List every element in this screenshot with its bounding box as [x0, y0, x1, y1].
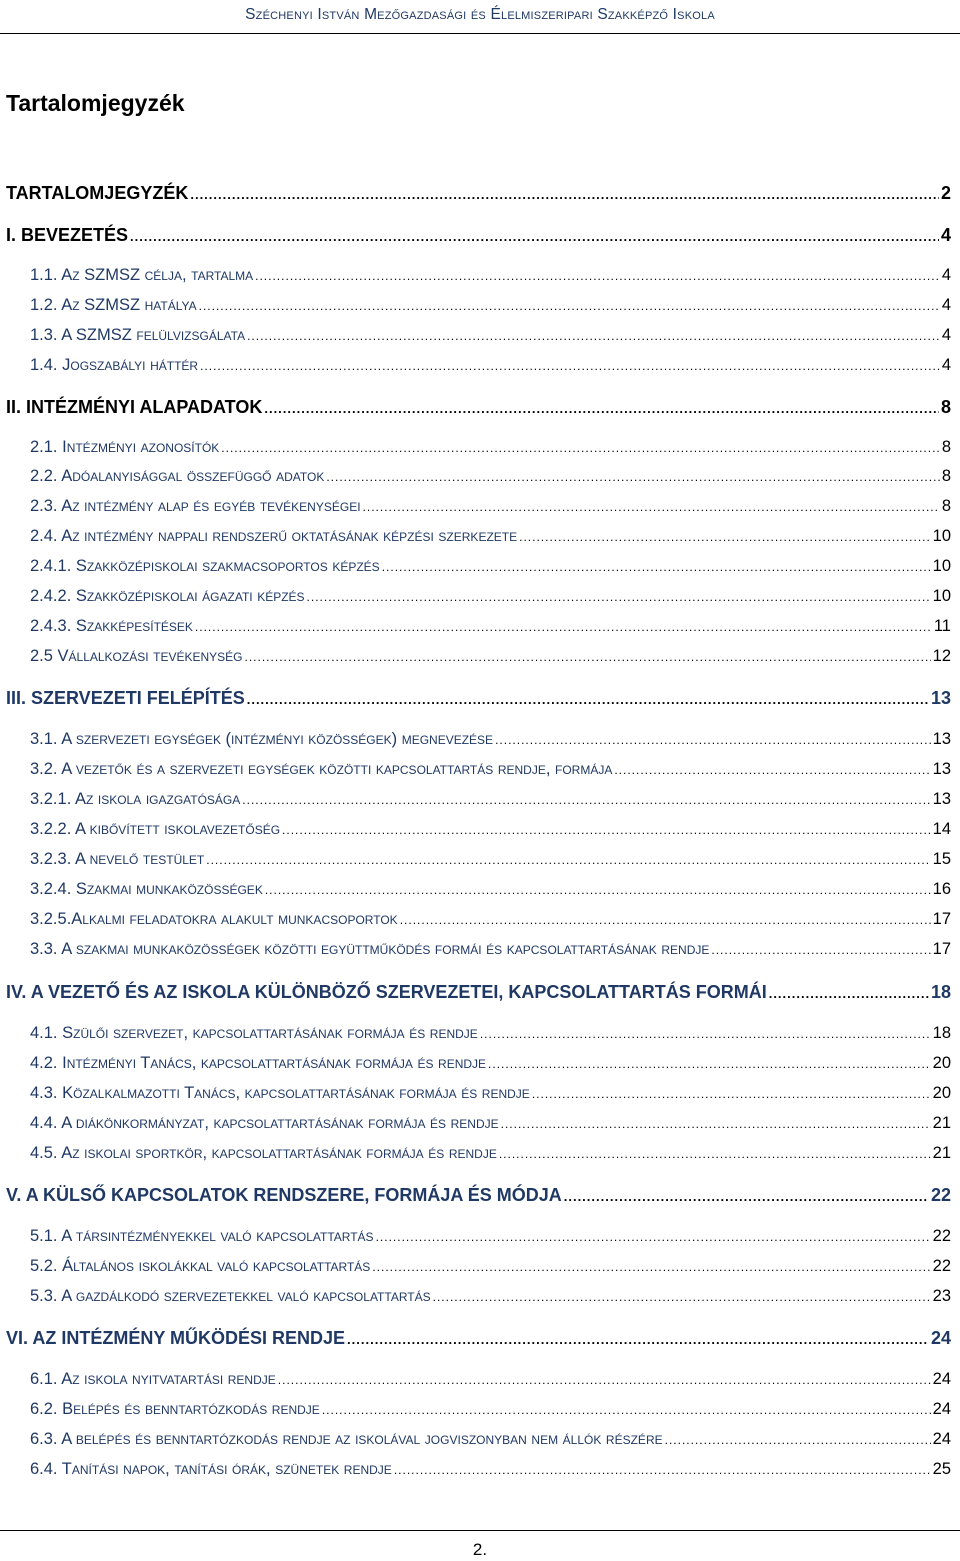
toc-dot-leader: [347, 1332, 929, 1347]
toc-entry[interactable]: [30, 880, 951, 899]
toc-entry[interactable]: [6, 183, 951, 204]
toc-entry-label: 4.2. Intézményi Tanács, kapcsolattartásának formája és rendje: [30, 1054, 487, 1072]
toc-entry-page: 22: [932, 1227, 951, 1245]
toc-dot-leader: [255, 269, 940, 283]
toc-entry[interactable]: [30, 587, 951, 606]
toc-entry-label: 2.4.3. Szakképesítések: [30, 617, 193, 635]
toc-dot-leader: [564, 1189, 929, 1204]
toc-entry-label: TARTALOMJEGYZÉK: [6, 183, 189, 203]
toc-entry-page: 16: [932, 880, 951, 898]
toc-entry-label: 5.1. A társintézményekkel való kapcsolattartás: [30, 1227, 374, 1245]
toc-dot-leader: [264, 401, 939, 416]
toc-entry-label: 6.2. Belépés és benntartózkodás rendje: [30, 1400, 320, 1418]
page-header: [0, 0, 960, 34]
toc-entry-label: 3.2.4. Szakmai munkaközösségek: [30, 880, 263, 898]
toc-entry[interactable]: [30, 760, 951, 779]
toc-entry-label: 6.3. A belépés és benntartózkodás rendje az iskolával jogviszonyban nem állók részére: [30, 1430, 663, 1448]
toc-entry-label: V. A KÜLSŐ KAPCSOLATOK RENDSZERE, FORMÁJA ÉS MÓDJA: [6, 1185, 562, 1205]
toc-entry-label: 4.1. Szülői szervezet, kapcsolattartásának formája és rendje: [30, 1024, 478, 1042]
toc-entry[interactable]: [30, 557, 951, 576]
toc-entry-label: 4.3. Közalkalmazotti Tanács, kapcsolattartásának formája és rendje: [30, 1084, 530, 1102]
toc-dot-leader: [372, 1260, 930, 1274]
toc-entry-label: VI. AZ INTÉZMÉNY MŰKÖDÉSI RENDJE: [6, 1328, 346, 1348]
toc-entry[interactable]: [30, 1084, 951, 1103]
toc-entry-page: 18: [930, 982, 951, 1002]
toc-entry-label: 3.2.1. Az iskola igazgatósága: [30, 790, 241, 808]
toc-entry-page: 14: [932, 820, 951, 838]
toc-dot-leader: [519, 530, 931, 544]
toc-entry-page: 23: [932, 1287, 951, 1305]
toc-entry-page: 12: [932, 647, 951, 665]
toc-entry[interactable]: [30, 296, 951, 315]
toc-entry-page: 8: [940, 397, 951, 417]
toc-entry-label: 3.3. A szakmai munkaközösségek közötti együttműködés formái és kapcsolattartásának rendje: [30, 940, 710, 958]
toc-entry[interactable]: [30, 1024, 951, 1043]
toc-entry[interactable]: [30, 647, 951, 666]
toc-entry-page: 13: [932, 760, 951, 778]
toc-entry[interactable]: [30, 1054, 951, 1073]
toc-dot-leader: [190, 187, 939, 202]
toc-dot-leader: [614, 763, 930, 777]
toc-entry-page: 24: [930, 1328, 951, 1348]
toc-entry[interactable]: [30, 1287, 951, 1306]
toc-entry[interactable]: [30, 467, 951, 486]
toc-dot-leader: [278, 1373, 931, 1387]
toc-entry-label: I. BEVEZETÉS: [6, 225, 129, 245]
toc-entry[interactable]: [30, 1370, 951, 1389]
toc-entry-page: 22: [932, 1257, 951, 1275]
toc-entry-page: 25: [932, 1460, 951, 1478]
toc-entry[interactable]: [30, 1460, 951, 1479]
toc-entry[interactable]: [30, 1400, 951, 1419]
toc-entry[interactable]: [30, 1257, 951, 1276]
toc-entry[interactable]: [6, 1328, 951, 1349]
toc-entry[interactable]: [30, 266, 951, 285]
toc-dot-leader: [199, 299, 940, 313]
toc-entry-page: 21: [932, 1114, 951, 1132]
toc-entry-page: 10: [932, 527, 951, 545]
toc-entry-page: 24: [932, 1430, 951, 1448]
toc-entry[interactable]: [6, 225, 951, 246]
toc-entry[interactable]: [30, 790, 951, 809]
toc-entry-page: 17: [932, 910, 951, 928]
toc-dot-leader: [400, 913, 931, 927]
toc-dot-leader: [282, 823, 931, 837]
toc-entry-page: 10: [932, 587, 951, 605]
toc-dot-leader: [221, 441, 940, 455]
toc-entry[interactable]: [30, 940, 951, 959]
toc-entry-label: 3.2. A vezetők és a szervezeti egységek közötti kapcsolattartás rendje, formája: [30, 760, 613, 778]
toc-entry[interactable]: [30, 497, 951, 516]
toc-entry-page: 17: [932, 940, 951, 958]
toc-dot-leader: [206, 853, 930, 867]
toc-entry-label: 5.3. A gazdálkodó szervezetekkel való kapcsolattartás: [30, 1287, 431, 1305]
toc-dot-leader: [665, 1433, 931, 1447]
toc-entry-label: 2.2. Adóalanyisággal összefüggő adatok: [30, 467, 325, 485]
toc-entry-page: 4: [940, 225, 951, 245]
toc-entry[interactable]: [30, 1430, 951, 1449]
toc-entry-label: 3.1. A szervezeti egységek (intézményi közösségek) megnevezése: [30, 730, 494, 748]
toc-entry-page: 15: [932, 850, 951, 868]
toc-entry[interactable]: [30, 617, 951, 636]
toc-dot-leader: [382, 560, 931, 574]
toc-dot-leader: [480, 1027, 931, 1041]
toc-entry-label: 5.2. Általános iskolákkal való kapcsolattartás: [30, 1257, 371, 1275]
toc-dot-leader: [394, 1463, 931, 1477]
toc-entry-label: 2.1. Intézményi azonosítók: [30, 438, 220, 456]
toc-dot-leader: [769, 986, 929, 1001]
toc-entry[interactable]: [6, 688, 951, 709]
toc-entry[interactable]: [30, 326, 951, 345]
toc-entry-label: II. INTÉZMÉNYI ALAPADATOK: [6, 397, 263, 417]
toc-entry-label: 2.4.2. Szakközépiskolai ágazati képzés: [30, 587, 305, 605]
toc-entry-page: 22: [930, 1185, 951, 1205]
toc-entry-page: 13: [930, 688, 951, 708]
toc-dot-leader: [363, 500, 940, 514]
toc-entry-page: 2: [940, 183, 951, 203]
toc-entry-page: 13: [932, 730, 951, 748]
toc-entry-label: 2.3. Az intézmény alap és egyéb tevékenységei: [30, 497, 361, 515]
toc-entry[interactable]: [30, 1227, 951, 1246]
toc-dot-leader: [495, 733, 931, 747]
toc-entry[interactable]: [6, 1185, 951, 1206]
toc-entry-label: 6.1. Az iskola nyitvatartási rendje: [30, 1370, 276, 1388]
toc-entry-page: 18: [932, 1024, 951, 1042]
toc-entry-label: 2.4.1. Szakközépiskolai szakmacsoportos képzés: [30, 557, 380, 575]
toc-entry-label: 3.2.5.Alkalmi feladatokra alakult munkacsoportok: [30, 910, 398, 928]
toc-dot-leader: [433, 1290, 931, 1304]
toc-entry[interactable]: [30, 356, 951, 375]
toc-entry-label: III. SZERVEZETI FELÉPÍTÉS: [6, 688, 245, 708]
toc-entry[interactable]: [30, 820, 951, 839]
toc-entry-label: 2.4. Az intézmény nappali rendszerű oktatásának képzési szerkezete: [30, 527, 518, 545]
toc-dot-leader: [245, 650, 931, 664]
toc-dot-leader: [195, 620, 932, 634]
toc-dot-leader: [376, 1230, 931, 1244]
toc-dot-leader: [265, 883, 931, 897]
footer-page-number: 2.: [472, 1540, 488, 1559]
toc-dot-leader: [307, 590, 931, 604]
toc-entry-page: 8: [941, 438, 951, 456]
toc-entry-label: IV. A VEZETŐ ÉS AZ ISKOLA KÜLÖNBÖZŐ SZERVEZETEI, KAPCSOLATTARTÁS FORMÁI: [6, 982, 767, 1002]
toc-entry-label: 4.5. Az iskolai sportkör, kapcsolattartásának formája és rendje: [30, 1144, 497, 1162]
toc-dot-leader: [247, 692, 929, 707]
toc-dot-leader: [247, 329, 940, 343]
toc-entry-label: 1.2. Az SZMSZ hatálya: [30, 296, 197, 314]
toc-dot-leader: [488, 1057, 931, 1071]
toc-entry-page: 8: [941, 467, 951, 485]
toc-entry[interactable]: [30, 527, 951, 546]
toc-entry-label: 3.2.2. A kibővített iskolavezetőség: [30, 820, 281, 838]
toc-entry-label: 1.1. Az SZMSZ célja, tartalma: [30, 266, 254, 284]
toc-entry-label: 1.3. A SZMSZ felülvizsgálata: [30, 326, 246, 344]
toc-entry-page: 8: [941, 497, 951, 515]
toc-dot-leader: [200, 359, 940, 373]
toc-entry[interactable]: [30, 1144, 951, 1163]
toc-entry-label: 4.4. A diákönkormányzat, kapcsolattartásának formája és rendje: [30, 1114, 499, 1132]
toc-entry-page: 24: [932, 1400, 951, 1418]
toc-entry-page: 4: [941, 326, 951, 344]
toc-entry-label: 2.5 Vállalkozási tevékenység: [30, 647, 243, 665]
toc-entry-page: 4: [941, 266, 951, 284]
toc-entry-page: 21: [932, 1144, 951, 1162]
toc-dot-leader: [130, 229, 939, 244]
toc-dot-leader: [532, 1087, 931, 1101]
toc-entry[interactable]: [6, 982, 951, 1003]
toc-entry-page: 10: [932, 557, 951, 575]
footer-divider: [0, 1530, 960, 1531]
toc-entry[interactable]: [30, 438, 951, 457]
toc-entry-page: 20: [932, 1084, 951, 1102]
toc-dot-leader: [326, 470, 939, 484]
toc-entry[interactable]: [30, 1114, 951, 1133]
toc-entry-page: 11: [933, 617, 951, 635]
toc-dot-leader: [322, 1403, 931, 1417]
toc-entry-label: 6.4. Tanítási napok, tanítási órák, szünetek rendje: [30, 1460, 392, 1478]
toc-entry-page: 20: [932, 1054, 951, 1072]
toc-dot-leader: [501, 1117, 931, 1131]
toc-entry[interactable]: [30, 730, 951, 749]
page-title: Tartalomjegyzék: [6, 90, 185, 116]
toc-entry-page: 4: [941, 296, 951, 314]
school-name: Széchenyi István Mezőgazdasági és Élelmiszeripari Szakképző Iskola: [245, 6, 715, 23]
toc-dot-leader: [242, 793, 930, 807]
toc-dot-leader: [499, 1147, 931, 1161]
toc-entry-label: 3.2.3. A nevelő testület: [30, 850, 205, 868]
toc-entry[interactable]: [6, 397, 951, 418]
toc-dot-leader: [711, 943, 930, 957]
toc-entry-page: 24: [932, 1370, 951, 1388]
toc-entry-page: 4: [941, 356, 951, 374]
toc-entry-page: 13: [932, 790, 951, 808]
toc-entry[interactable]: [30, 850, 951, 869]
toc-entry-label: 1.4. Jogszabályi háttér: [30, 356, 199, 374]
toc-entry[interactable]: [30, 910, 951, 929]
